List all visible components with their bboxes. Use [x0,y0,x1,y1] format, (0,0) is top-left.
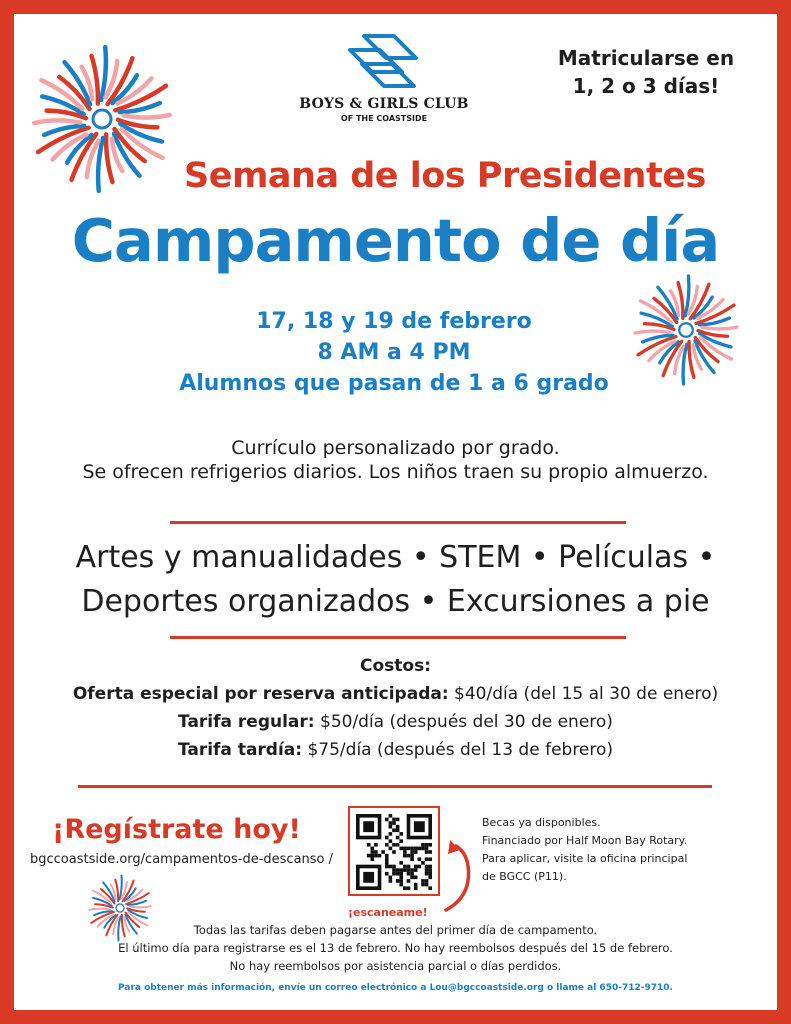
qr-module [421,861,425,865]
qr-module [392,868,396,872]
flyer-page [14,14,777,1010]
qr-module [399,868,403,872]
policy-line2: El último día para registrarse es el 13 de febrero. No hay reembolsos después del 15 de febrero. [118,941,673,955]
qr-module [396,836,400,840]
contact-info: Para obtener más información, envíe un correo electrónico a Lou@bgccoastside.org o llame al 650-712-9710. [118,983,673,993]
qr-module [385,861,389,865]
qr-module [396,879,400,883]
qr-module [363,872,374,883]
qr-module [414,876,418,880]
qr-module [428,857,432,861]
qr-module [403,847,407,851]
qr-module [392,865,396,869]
firework-ray [130,906,151,907]
qr-module [407,847,411,851]
qr-module [385,836,389,840]
qr-module [425,847,429,851]
qr-module [399,839,403,843]
qr-module [396,825,400,829]
qr-module [392,821,396,825]
scholarship-line2: Financiado por Half Moon Bay Rotary. [482,834,688,847]
qr-module [410,876,414,880]
qr-module [421,883,425,887]
qr-module [385,843,389,847]
qr-module [414,868,418,872]
qr-module [399,847,403,851]
qr-module [410,868,414,872]
qr-module [407,886,411,890]
cost-label: Tarifa tardía: [177,740,303,760]
qr-module [414,886,418,890]
qr-module [428,868,432,872]
enroll-note-line1: Matricularse en [557,46,735,70]
cost-item-regular [14,708,777,736]
qr-module [421,847,425,851]
firework-ray [120,876,122,900]
firework-ray [124,115,170,118]
firework-ray [89,909,110,910]
divider-middle [170,636,626,639]
activities-line1: Artes y manualidades • STEM • Películas • [75,540,716,575]
qr-module [392,850,396,854]
qr-module [410,854,414,858]
camp-details [144,306,644,399]
qr-module [389,832,393,836]
activities-line2: Deportes organizados • Excursiones a pie [81,584,710,619]
firework-ray [34,120,80,123]
qr-module [374,843,378,847]
scholarship-line4: de BGCC (P11). [482,870,567,883]
firework-ray [702,327,737,329]
description [14,436,777,484]
qr-module [410,850,414,854]
qr-module [367,843,371,847]
qr-module [410,872,414,876]
policy-line1: Todas las tarifas deben pagarse antes del primer día de campamento. [193,923,598,937]
firework-right [626,270,746,390]
qr-module [418,865,422,869]
qr-module [381,850,385,854]
firework-ray [98,138,103,191]
qr-module [389,879,393,883]
firework-ray [101,47,106,100]
qr-module [370,847,374,851]
register-title: ¡Regístrate hoy! [52,814,301,845]
logo-subname: OF THE COASTSIDE [340,114,428,123]
scan-label: ¡escaneame! [348,906,428,919]
scan-arrow-icon [436,836,476,916]
qr-module [421,843,425,847]
firework-top-left [22,39,182,199]
qr-module [367,854,371,858]
qr-module [385,872,389,876]
scholarship-line3: Para aplicar, visite la oficina principal [482,852,688,865]
qr-module [385,818,389,822]
register-url[interactable]: bgccoastside.org/campamentos-de-descanso / [30,852,334,867]
qr-module [396,818,400,822]
qr-module [389,814,393,818]
qr-module [399,832,403,836]
qr-module [425,857,429,861]
qr-module [425,865,429,869]
firework-center [679,323,693,337]
qr-module [407,872,411,876]
qr-module [428,876,432,880]
qr-module [385,857,389,861]
qr-module [410,857,414,861]
qr-module [407,868,411,872]
costs-heading: Costos: [360,656,431,676]
enroll-note [536,44,756,100]
activities [14,536,777,624]
qr-module [428,865,432,869]
qr-module [428,850,432,854]
qr-module [399,861,403,865]
qr-module [389,839,393,843]
qr-module [363,821,374,832]
headline-subtitle: Semana de los Presidentes [184,156,706,196]
qr-module [399,876,403,880]
qr-module [425,883,429,887]
qr-module [425,850,429,854]
qr-module [385,865,389,869]
qr-module [389,825,393,829]
qr-module [403,886,407,890]
costs-section [14,652,777,764]
logo-name: BOYS & GIRLS CLUB [299,96,469,112]
qr-module [399,883,403,887]
qr-module [425,872,429,876]
scholarship-info [482,814,772,886]
firework-center [116,904,124,912]
qr-module [392,872,396,876]
qr-module [418,857,422,861]
qr-module [407,865,411,869]
qr-module [403,868,407,872]
qr-module [428,843,432,847]
qr-module [403,865,407,869]
qr-module [370,854,374,858]
qr-module [389,847,393,851]
qr-module [425,868,429,872]
qr-module [414,850,418,854]
scholarship-line1: Becas ya disponibles. [482,816,601,829]
qr-module [392,818,396,822]
qr-module [370,857,374,861]
qr-module [374,850,378,854]
qr-module [425,879,429,883]
cost-label: Tarifa regular: [178,712,315,732]
divider-bottom [78,785,712,788]
qr-module [374,854,378,858]
qr-module [396,872,400,876]
cost-value: $50/día (después del 30 de enero) [314,712,613,732]
qr-module [425,843,429,847]
policy-text [34,921,757,975]
cost-value: $40/día (del 15 al 30 de enero) [448,684,719,704]
qr-module [385,854,389,858]
qr-module [392,828,396,832]
cost-item-late [14,736,777,764]
divider-top [170,521,626,524]
qr-module [392,843,396,847]
description-line2: Se ofrecen refrigerios diarios. Los niños traen su propio almuerzo. [82,461,709,483]
qr-module [403,850,407,854]
camp-hours: 8 AM a 4 PM [317,340,471,365]
firework-center [93,110,111,128]
qr-module [396,828,400,832]
qr-module [389,865,393,869]
camp-dates: 17, 18 y 19 de febrero [256,309,532,334]
qr-module [378,854,382,858]
qr-module [407,879,411,883]
qr-module [370,850,374,854]
qr-module [414,847,418,851]
firework-ray [683,344,687,384]
qr-module [399,879,403,883]
qr-code[interactable] [356,814,432,890]
headline-title: Campamento de día [71,206,720,275]
qr-module [407,854,411,858]
qr-module [389,876,393,880]
description-line1: Currículo personalizado por grado. [231,437,560,459]
cost-item-early [14,680,777,708]
firework-ray [685,276,689,316]
camp-grades: Alumnos que pasan de 1 a 6 grado [179,371,609,396]
qr-module [410,847,414,851]
qr-module [396,868,400,872]
qr-module [418,847,422,851]
qr-module [399,872,403,876]
enroll-note-line2: 1, 2 o 3 días! [572,74,720,98]
club-logo-icon [344,32,420,94]
qr-module [428,886,432,890]
qr-module [414,883,418,887]
cost-label: Oferta especial por reserva anticipada: [72,684,449,704]
qr-module [414,821,425,832]
qr-module [421,879,425,883]
qr-module [414,865,418,869]
cost-value: $75/día (después del 13 de febrero) [302,740,614,760]
policy-line3: No hay reembolsos por asistencia parcial o días perdidos. [229,959,562,973]
qr-module [428,872,432,876]
qr-module [389,821,393,825]
qr-module [396,843,400,847]
qr-module [403,854,407,858]
